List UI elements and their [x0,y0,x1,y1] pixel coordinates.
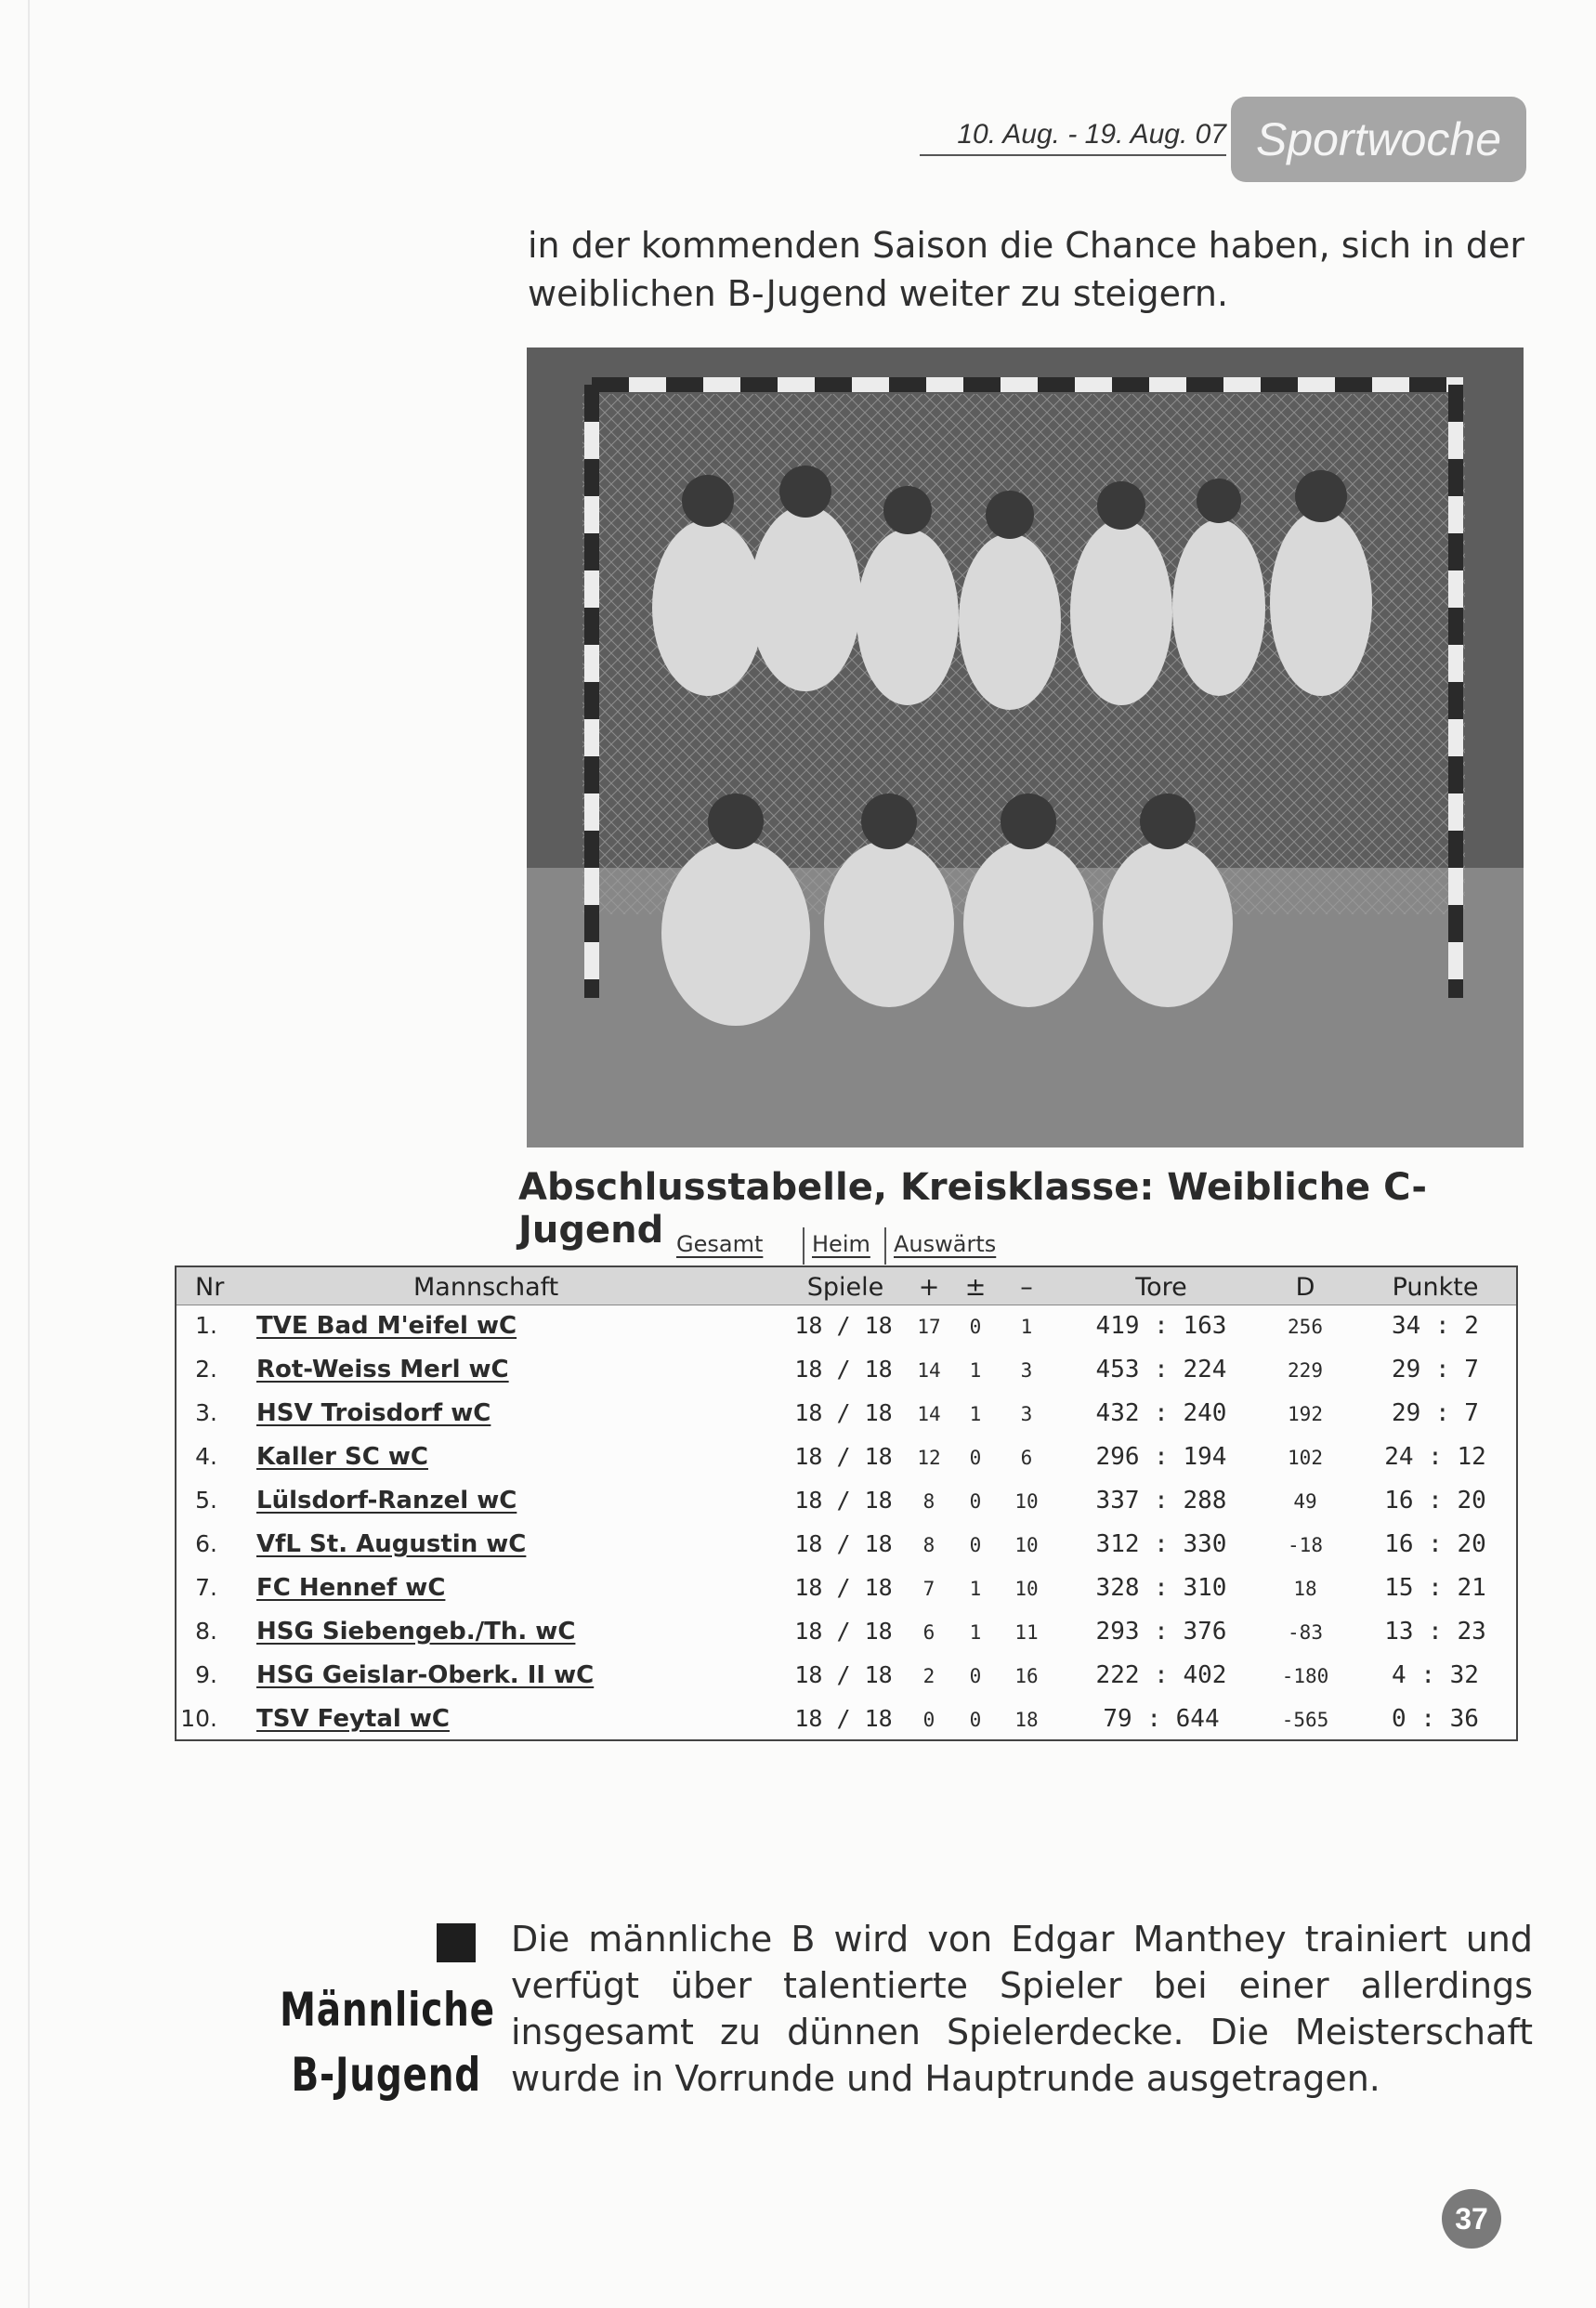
wins: 6 [922,1621,935,1644]
group-header-home: Heim [812,1231,870,1257]
losses: 1 [1020,1316,1033,1338]
section-paragraph: Die männliche B wird von Edgar Manthey trainiert und verfügt über talentierte Spieler bei einer allerdings insgesamt zu dünnen Spielerdecke. Die Meisterschaft wurde in Vorrunde und Hauptrunde ausgetragen. [511,1919,1533,2099]
draws: 1 [969,1403,982,1425]
rank: 1. [195,1312,217,1339]
goal-difference: -83 [1288,1621,1323,1644]
col-header-losses: – [1020,1273,1033,1302]
page-number: 37 [1442,2189,1501,2249]
losses: 10 [1014,1578,1039,1600]
wins: 14 [917,1359,941,1382]
points: 29 : 7 [1392,1356,1479,1383]
rank: 3. [195,1399,217,1426]
goals: 337 : 288 [1095,1487,1227,1515]
team-name: Kaller SC wC [256,1443,428,1471]
points: 34 : 2 [1392,1312,1479,1340]
losses: 11 [1014,1621,1039,1644]
rank: 6. [195,1530,217,1557]
games-played: 18 / 18 [794,1487,893,1514]
draws: 0 [969,1447,982,1469]
table-row [177,1436,1516,1479]
rank: 2. [195,1356,217,1383]
draws: 0 [969,1665,982,1687]
team-name: HSG Geislar-Oberk. II wC [256,1661,595,1689]
team-name: Lülsdorf-Ranzel wC [256,1487,517,1515]
section-title-line1: Männliche [280,1983,495,2037]
goal-difference: 49 [1293,1490,1317,1513]
team-name: HSV Troisdorf wC [256,1399,491,1427]
rank: 5. [195,1487,217,1514]
rank: 9. [195,1661,217,1688]
page-margin-line [28,0,30,2308]
goals: 296 : 194 [1095,1443,1227,1471]
goals: 328 : 310 [1095,1574,1227,1602]
col-header-goals: Tore [1135,1273,1187,1302]
goal-difference: 192 [1288,1403,1323,1425]
table-row [177,1567,1516,1610]
goal-difference: -565 [1281,1709,1329,1731]
games-played: 18 / 18 [794,1574,893,1601]
draws: 0 [969,1316,982,1338]
team-name: VfL St. Augustin wC [256,1530,527,1558]
points: 29 : 7 [1392,1399,1479,1427]
goal-difference: 256 [1288,1316,1323,1338]
losses: 6 [1020,1447,1033,1469]
points: 16 : 20 [1384,1487,1486,1515]
table-group-headers [0,1227,1596,1265]
team-name: TVE Bad M'eifel wC [256,1312,517,1340]
games-played: 18 / 18 [794,1399,893,1426]
group-separator [884,1227,886,1265]
col-header-team: Mannschaft [413,1273,559,1302]
goals: 312 : 330 [1095,1530,1227,1558]
goals: 79 : 644 [1103,1705,1220,1733]
intro-paragraph: in der kommenden Saison die Chance haben, sich in der weiblichen B-Jugend weiter zu steigern. [528,225,1524,314]
table-row [177,1654,1516,1698]
standings-table [175,1265,1518,1741]
goal-difference: 18 [1293,1578,1317,1600]
wins: 14 [917,1403,941,1425]
col-header-nr: Nr [195,1273,225,1302]
table-row [177,1305,1516,1348]
table-row [177,1348,1516,1392]
points: 4 : 32 [1392,1661,1479,1689]
points: 15 : 21 [1384,1574,1486,1602]
goals: 453 : 224 [1095,1356,1227,1383]
draws: 0 [969,1534,982,1556]
draws: 1 [969,1578,982,1600]
col-header-games: Spiele [806,1273,884,1302]
games-played: 18 / 18 [794,1618,893,1645]
table-row [177,1392,1516,1436]
draws: 0 [969,1709,982,1731]
wins: 7 [922,1578,935,1600]
section-badge: Sportwoche [1231,97,1526,182]
games-played: 18 / 18 [794,1661,893,1688]
wins: 12 [917,1447,941,1469]
draws: 0 [969,1490,982,1513]
team-name: FC Hennef wC [256,1574,446,1602]
team-name: Rot-Weiss Merl wC [256,1356,509,1383]
table-title: Abschlusstabelle, Kreisklasse: Weibliche C-Jugend [518,1166,1427,1252]
points: 24 : 12 [1384,1443,1486,1471]
goals: 293 : 376 [1095,1618,1227,1646]
goals: 222 : 402 [1095,1661,1227,1689]
group-separator [803,1227,805,1265]
team-name: TSV Feytal wC [256,1705,450,1733]
wins: 17 [917,1316,941,1338]
losses: 10 [1014,1490,1039,1513]
table-row [177,1698,1516,1741]
wins: 2 [922,1665,935,1687]
col-header-diff: D [1295,1273,1315,1302]
games-played: 18 / 18 [794,1530,893,1557]
points: 16 : 20 [1384,1530,1486,1558]
goals: 419 : 163 [1095,1312,1227,1340]
rank: 4. [195,1443,217,1470]
losses: 3 [1020,1359,1033,1382]
losses: 3 [1020,1403,1033,1425]
section-marker-square [437,1923,476,1962]
col-header-wins: + [918,1273,940,1302]
section-title-line2: B-Jugend [291,2048,481,2102]
losses: 10 [1014,1534,1039,1556]
table-row [177,1610,1516,1654]
losses: 18 [1014,1709,1039,1731]
col-header-points: Punkte [1392,1273,1479,1302]
draws: 1 [969,1359,982,1382]
section-title [280,1977,495,2107]
table-row [177,1523,1516,1567]
wins: 8 [922,1534,935,1556]
team-name: HSG Siebengeb./Th. wC [256,1618,576,1646]
rank: 7. [195,1574,217,1601]
col-header-draws: ± [964,1273,987,1302]
goal-difference: -18 [1288,1534,1323,1556]
rank: 10. [180,1705,217,1732]
rank: 8. [195,1618,217,1645]
table-row [177,1479,1516,1523]
points: 13 : 23 [1384,1618,1486,1646]
draws: 1 [969,1621,982,1644]
group-header-total: Gesamt [676,1231,764,1257]
team-photo [527,348,1524,1147]
wins: 8 [922,1490,935,1513]
header-date-range: 10. Aug. - 19. Aug. 07 [920,119,1226,156]
games-played: 18 / 18 [794,1356,893,1383]
wins: 0 [922,1709,935,1731]
table-header-row [177,1267,1516,1305]
losses: 16 [1014,1665,1039,1687]
goals: 432 : 240 [1095,1399,1227,1427]
goal-difference: -180 [1281,1665,1329,1687]
points: 0 : 36 [1392,1705,1479,1733]
games-played: 18 / 18 [794,1705,893,1732]
goal-difference: 229 [1288,1359,1323,1382]
games-played: 18 / 18 [794,1312,893,1339]
group-header-away: Auswärts [894,1231,997,1257]
goal-difference: 102 [1288,1447,1323,1469]
games-played: 18 / 18 [794,1443,893,1470]
